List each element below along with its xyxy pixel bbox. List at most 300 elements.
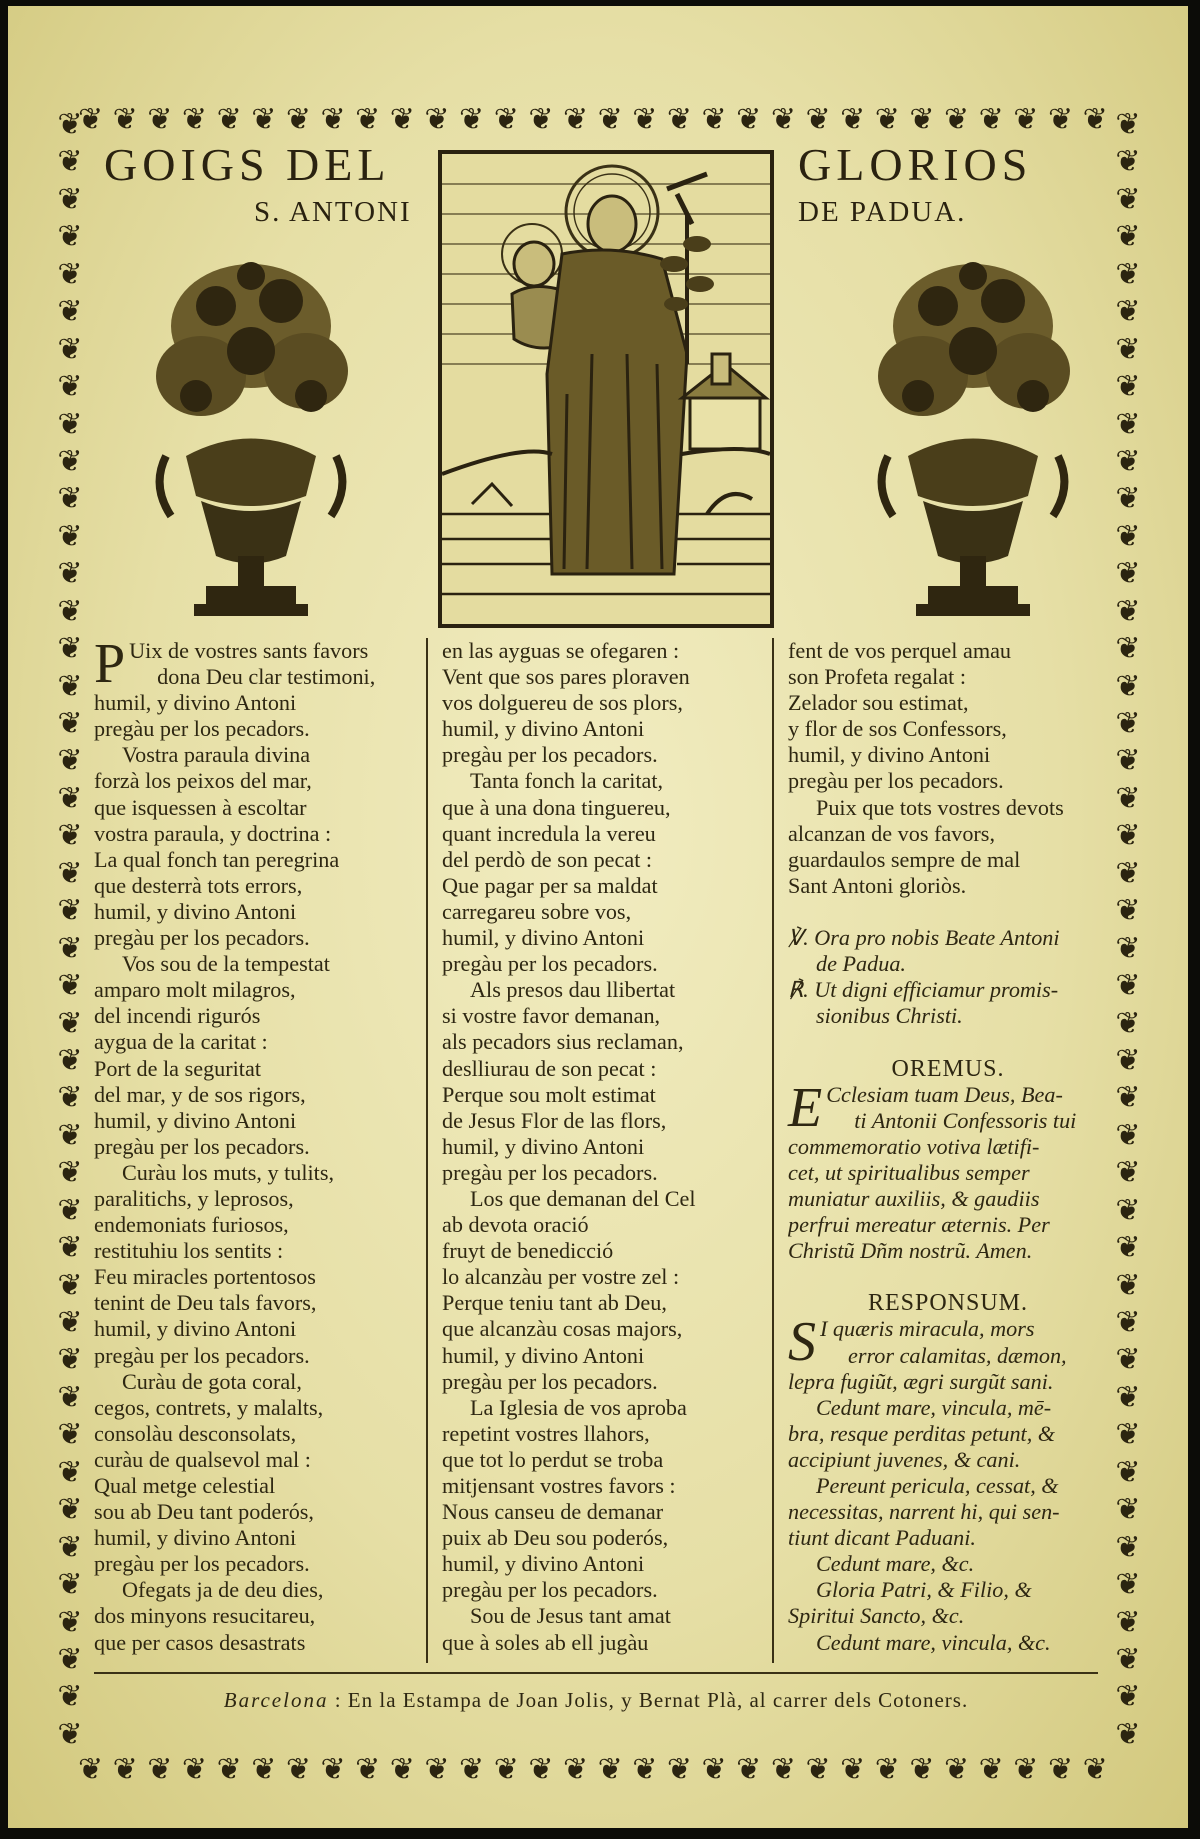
verse-line bbox=[94, 925, 444, 951]
fleuron-ornament: ❦ bbox=[147, 103, 173, 136]
verse-line-text: Cclesiam tuam Deus, Bea- bbox=[826, 1081, 1063, 1107]
verse-line-text: accipiunt juvenes, & cani. bbox=[788, 1446, 1021, 1472]
fleuron-ornament: ❦ bbox=[57, 1118, 83, 1152]
verse-line-text: Nous canseu de demanar bbox=[442, 1499, 664, 1525]
verse-column-3 bbox=[788, 638, 1108, 1656]
verse-line-text: ℟. Ut digni efficiamur promis- bbox=[788, 977, 1059, 1003]
verse-line-text: pregàu per los pecadors. bbox=[94, 1342, 310, 1368]
column-divider-2 bbox=[772, 638, 774, 1663]
verse-line bbox=[94, 1290, 444, 1316]
fleuron-ornament: ❦ bbox=[57, 370, 83, 404]
fleuron-ornament: ❦ bbox=[1115, 1343, 1141, 1377]
fleuron-ornament: ❦ bbox=[874, 103, 900, 136]
fleuron-ornament: ❦ bbox=[597, 1753, 623, 1786]
fleuron-ornament: ❦ bbox=[1115, 1568, 1141, 1602]
imprint-rule bbox=[94, 1672, 1098, 1674]
verse-line-text: forzà los peixos del mar, bbox=[94, 768, 312, 794]
verse-line bbox=[788, 1421, 1108, 1447]
verse-line-text: del mar, y de sos rigors, bbox=[94, 1081, 306, 1107]
verse-column-1 bbox=[94, 633, 444, 1656]
fleuron-ornament: ❦ bbox=[216, 103, 242, 136]
fleuron-ornament: ❦ bbox=[1115, 1268, 1141, 1302]
verse-line-text: Perque teniu tant ab Deu, bbox=[442, 1290, 667, 1316]
verse-line-text: Sou de Jesus tant amat bbox=[470, 1603, 671, 1629]
verse-line bbox=[94, 1082, 444, 1108]
fleuron-ornament: ❦ bbox=[57, 1380, 83, 1414]
verse-line-text: Curàu de gota coral, bbox=[122, 1368, 302, 1394]
verse-line bbox=[94, 1316, 444, 1342]
drop-cap: E bbox=[788, 1076, 823, 1139]
fleuron-ornament: ❦ bbox=[459, 103, 485, 136]
bottom-ornament-border bbox=[78, 1750, 1108, 1790]
verse-line-text: I quæris miracula, mors bbox=[820, 1316, 1035, 1342]
verse-line-text: consolàu desconsolats, bbox=[94, 1420, 297, 1446]
fleuron-ornament: ❦ bbox=[57, 1193, 83, 1227]
fleuron-ornament: ❦ bbox=[1115, 482, 1141, 516]
fleuron-ornament: ❦ bbox=[1013, 103, 1039, 136]
verse-line bbox=[94, 1264, 444, 1290]
fleuron-ornament: ❦ bbox=[1115, 1156, 1141, 1190]
verse-line bbox=[788, 1577, 1108, 1603]
verse-line-text: pregàu per los pecadors. bbox=[788, 768, 1004, 794]
fleuron-ornament: ❦ bbox=[57, 444, 83, 478]
verse-line bbox=[442, 847, 792, 873]
fleuron-ornament: ❦ bbox=[978, 103, 1004, 136]
verse-line bbox=[94, 821, 444, 847]
verse-line-text: error calamitas, dæmon, bbox=[848, 1342, 1067, 1368]
fleuron-ornament: ❦ bbox=[57, 1680, 83, 1714]
fleuron-ornament: ❦ bbox=[320, 103, 346, 136]
verse-line bbox=[788, 1630, 1108, 1656]
verse-line-text: Vent que sos pares ploraven bbox=[442, 664, 690, 690]
verse-line-text: en las ayguas se ofegaren : bbox=[442, 638, 680, 663]
verse-line bbox=[788, 1134, 1108, 1160]
verse-line bbox=[442, 1186, 792, 1212]
title-left: GOIGS DEL bbox=[104, 139, 391, 190]
imprint-text: : En la Estampa de Joan Jolis, y Bernat Plà, al carrer dels Cotoners. bbox=[334, 1688, 969, 1712]
verse-line-text: Vostra paraula divina bbox=[122, 742, 311, 768]
verse-line bbox=[94, 1551, 444, 1577]
fleuron-ornament: ❦ bbox=[1115, 894, 1141, 928]
verse-line bbox=[788, 1603, 1108, 1629]
fleuron-ornament: ❦ bbox=[57, 1605, 83, 1639]
verse-line bbox=[442, 977, 792, 1003]
fleuron-ornament: ❦ bbox=[251, 1753, 277, 1786]
fleuron-ornament: ❦ bbox=[57, 856, 83, 890]
fleuron-ornament: ❦ bbox=[57, 1268, 83, 1302]
verse-line bbox=[442, 1343, 792, 1369]
fleuron-ornament: ❦ bbox=[1115, 557, 1141, 591]
verse-line bbox=[442, 1003, 792, 1029]
fleuron-ornament: ❦ bbox=[1115, 1605, 1141, 1639]
fleuron-ornament: ❦ bbox=[562, 1753, 589, 1786]
verse-line bbox=[442, 1134, 792, 1160]
verse-line-text: restituhiu los sentits : bbox=[94, 1238, 284, 1264]
verse-line bbox=[442, 1421, 792, 1447]
verse-line bbox=[788, 716, 1108, 742]
verse-line-text: humil, y divino Antoni bbox=[94, 1107, 297, 1133]
verse-line-text: pregàu per los pecadors. bbox=[442, 951, 658, 977]
verse-line bbox=[442, 1029, 792, 1055]
verse-line bbox=[442, 1603, 792, 1629]
verse-line bbox=[442, 768, 792, 794]
verse-line bbox=[442, 951, 792, 977]
fleuron-ornament: ❦ bbox=[57, 557, 83, 591]
verse-line-text: puix ab Deu sou poderós, bbox=[442, 1525, 669, 1551]
fleuron-ornament: ❦ bbox=[1115, 1493, 1141, 1527]
verse-line-text: ℣. Ora pro nobis Beate Antoni bbox=[788, 925, 1060, 951]
verse-line bbox=[788, 1290, 1108, 1316]
verse-line bbox=[94, 690, 444, 716]
fleuron-ornament: ❦ bbox=[1115, 332, 1141, 366]
verse-line-text: pregàu per los pecadors. bbox=[94, 1133, 310, 1159]
fleuron-ornament: ❦ bbox=[57, 1081, 83, 1115]
left-ornament-border bbox=[50, 110, 90, 1750]
verse-line-text: tiunt dicant Paduani. bbox=[788, 1525, 976, 1551]
fleuron-ornament: ❦ bbox=[57, 1455, 83, 1489]
verse-line-text: Port de la seguritat bbox=[94, 1055, 261, 1081]
verse-line bbox=[94, 1499, 444, 1525]
verse-line-text: Puix que tots vostres devots bbox=[816, 794, 1064, 820]
fleuron-ornament: ❦ bbox=[57, 332, 83, 366]
verse-line-text: Sant Antoni gloriòs. bbox=[788, 872, 967, 898]
verse-line bbox=[788, 1395, 1108, 1421]
verse-line bbox=[442, 1160, 792, 1186]
verse-line bbox=[442, 1447, 792, 1473]
fleuron-ornament: ❦ bbox=[57, 519, 83, 553]
verse-line bbox=[826, 1108, 1108, 1134]
verse-line-text: sou ab Deu tant poderós, bbox=[94, 1499, 314, 1525]
verse-line-text: ab devota oració bbox=[442, 1212, 589, 1238]
verse-line bbox=[442, 821, 792, 847]
verse-line-text: lepra fugiũt, ægri surgũt sani. bbox=[788, 1368, 1054, 1394]
verse-line-text: sionibus Christi. bbox=[816, 1003, 963, 1029]
verse-line-text: del incendi rigurós bbox=[94, 1003, 261, 1029]
fleuron-ornament: ❦ bbox=[57, 220, 83, 254]
fleuron-ornament: ❦ bbox=[57, 1568, 83, 1602]
fleuron-ornament: ❦ bbox=[57, 632, 83, 666]
saint-anthony-woodcut-illustration bbox=[438, 150, 774, 628]
verse-line bbox=[94, 1603, 444, 1629]
verse-line bbox=[442, 1499, 792, 1525]
verse-line-text: que alcanzàu cosas majors, bbox=[442, 1316, 683, 1342]
verse-line-text: cegos, contrets, y malalts, bbox=[94, 1394, 324, 1420]
fleuron-ornament: ❦ bbox=[736, 1753, 762, 1786]
fleuron-ornament: ❦ bbox=[1115, 1380, 1141, 1414]
drop-cap: S bbox=[788, 1311, 816, 1374]
fleuron-ornament: ❦ bbox=[978, 1753, 1004, 1786]
fleuron-ornament: ❦ bbox=[57, 594, 83, 628]
verse-line-text: La Iglesia de vos aproba bbox=[470, 1394, 687, 1420]
verse-line bbox=[788, 847, 1108, 873]
fleuron-ornament: ❦ bbox=[944, 103, 970, 136]
verse-line-text: de Padua. bbox=[816, 951, 906, 977]
verse-line-text: curàu de qualsevol mal : bbox=[94, 1446, 311, 1472]
verse-line-text: pregàu per los pecadors. bbox=[94, 925, 310, 951]
verse-line-text: del perdò de son pecat : bbox=[442, 846, 653, 872]
verse-line-text: La qual fonch tan peregrina bbox=[94, 846, 340, 872]
verse-line-text: Tanta fonch la caritat, bbox=[470, 768, 664, 794]
verse-line bbox=[788, 1212, 1108, 1238]
verse-line bbox=[94, 716, 444, 742]
fleuron-ornament: ❦ bbox=[320, 1753, 346, 1786]
fleuron-ornament: ❦ bbox=[1115, 1642, 1141, 1676]
verse-line-text: bra, resque perditas petunt, & bbox=[788, 1420, 1056, 1446]
verse-line bbox=[94, 1212, 444, 1238]
verse-line-text: son Profeta regalat : bbox=[788, 664, 967, 690]
fleuron-ornament: ❦ bbox=[701, 103, 727, 136]
fleuron-ornament: ❦ bbox=[57, 781, 83, 815]
verse-line bbox=[94, 1369, 444, 1395]
fleuron-ornament: ❦ bbox=[1115, 1306, 1141, 1339]
fleuron-ornament: ❦ bbox=[632, 1753, 658, 1786]
verse-line bbox=[442, 1056, 792, 1082]
verse-line-text: pregàu per los pecadors. bbox=[442, 742, 658, 768]
fleuron-ornament: ❦ bbox=[459, 1753, 485, 1786]
verse-column-2 bbox=[442, 638, 792, 1656]
fleuron-ornament: ❦ bbox=[1115, 931, 1141, 965]
verse-line-text: que à una dona tinguereu, bbox=[442, 794, 671, 820]
fleuron-ornament: ❦ bbox=[1115, 145, 1141, 179]
fleuron-ornament: ❦ bbox=[78, 1753, 104, 1786]
verse-line bbox=[94, 1525, 444, 1551]
verse-line bbox=[94, 1003, 444, 1029]
verse-line bbox=[442, 1264, 792, 1290]
verse-line-text: paralitichs, y leprosos, bbox=[94, 1185, 294, 1211]
subtitle-left: S. ANTONI bbox=[254, 196, 412, 228]
verse-line-text: als pecadors sius reclaman, bbox=[442, 1029, 684, 1055]
fleuron-ornament: ❦ bbox=[1115, 1193, 1141, 1227]
verse-line-text: Los que demanan del Cel bbox=[470, 1185, 696, 1211]
verse-line-text: si vostre favor demanan, bbox=[442, 1003, 661, 1029]
fleuron-ornament: ❦ bbox=[1082, 1753, 1108, 1786]
fleuron-ornament: ❦ bbox=[909, 1753, 935, 1786]
verse-line-text: pregàu per los pecadors. bbox=[442, 1159, 658, 1185]
fleuron-ornament: ❦ bbox=[57, 1343, 83, 1377]
fleuron-ornament: ❦ bbox=[78, 103, 104, 136]
fleuron-ornament: ❦ bbox=[1115, 632, 1141, 666]
fleuron-ornament: ❦ bbox=[805, 1753, 831, 1786]
verse-line bbox=[94, 795, 444, 821]
top-ornament-border bbox=[78, 100, 1108, 140]
fleuron-ornament: ❦ bbox=[1115, 110, 1141, 141]
fleuron-ornament: ❦ bbox=[840, 1753, 866, 1786]
verse-line-text: Gloria Patri, & Filio, & bbox=[816, 1577, 1032, 1603]
fleuron-ornament: ❦ bbox=[1115, 1680, 1141, 1714]
verse-line-text: pregàu per los pecadors. bbox=[442, 1368, 658, 1394]
verse-line bbox=[788, 1264, 1108, 1290]
verse-line bbox=[788, 873, 1108, 899]
fleuron-ornament: ❦ bbox=[57, 182, 83, 216]
verse-line bbox=[442, 1238, 792, 1264]
verse-line bbox=[788, 1499, 1108, 1525]
verse-line-text: y flor de sos Confessors, bbox=[788, 716, 1007, 742]
verse-line-text: vostra paraula, y doctrina : bbox=[94, 820, 332, 846]
fleuron-ornament: ❦ bbox=[389, 103, 415, 136]
verse-line bbox=[442, 1082, 792, 1108]
fleuron-ornament: ❦ bbox=[57, 1231, 83, 1265]
verse-line bbox=[788, 664, 1108, 690]
fleuron-ornament: ❦ bbox=[666, 103, 693, 136]
fleuron-ornament: ❦ bbox=[909, 103, 935, 136]
fleuron-ornament: ❦ bbox=[147, 1753, 173, 1786]
fleuron-ornament: ❦ bbox=[1115, 1231, 1141, 1265]
verse-line-text: Vos sou de la tempestat bbox=[122, 951, 330, 977]
verse-line bbox=[788, 1056, 1108, 1082]
verse-line bbox=[94, 1343, 444, 1369]
fleuron-ornament: ❦ bbox=[285, 1753, 311, 1786]
verse-line bbox=[94, 1577, 444, 1603]
fleuron-ornament: ❦ bbox=[1115, 1006, 1141, 1040]
verse-line-text: humil, y divino Antoni bbox=[442, 1133, 645, 1159]
fleuron-ornament: ❦ bbox=[57, 1156, 83, 1190]
fleuron-ornament: ❦ bbox=[874, 1753, 900, 1786]
verse-line-text: humil, y divino Antoni bbox=[442, 716, 645, 742]
verse-line bbox=[94, 1056, 444, 1082]
verse-line bbox=[788, 951, 1108, 977]
fleuron-ornament: ❦ bbox=[528, 1753, 554, 1786]
verse-line-text: guardaulos sempre de mal bbox=[788, 846, 1021, 872]
fleuron-ornament: ❦ bbox=[57, 1006, 83, 1040]
verse-line bbox=[788, 1029, 1108, 1055]
fleuron-ornament: ❦ bbox=[57, 145, 83, 179]
verse-line-text: tenint de Deu tals favors, bbox=[94, 1290, 317, 1316]
fleuron-ornament: ❦ bbox=[1115, 819, 1141, 853]
verse-line-text: perfrui mereatur æternis. Per bbox=[788, 1212, 1050, 1238]
verse-line-text: humil, y divino Antoni bbox=[788, 742, 991, 768]
verse-line-text: Qual metge celestial bbox=[94, 1473, 276, 1498]
fleuron-ornament: ❦ bbox=[57, 1717, 83, 1750]
fleuron-ornament: ❦ bbox=[562, 103, 589, 136]
fleuron-ornament: ❦ bbox=[1115, 1043, 1141, 1077]
fleuron-ornament: ❦ bbox=[216, 1753, 242, 1786]
fleuron-ornament: ❦ bbox=[528, 103, 554, 136]
verse-line-text: alcanzan de vos favors, bbox=[788, 820, 995, 846]
imprint-city: Barcelona bbox=[223, 1688, 329, 1712]
verse-line bbox=[788, 638, 1108, 664]
verse-line bbox=[94, 1421, 444, 1447]
fleuron-ornament: ❦ bbox=[666, 1753, 693, 1786]
verse-line-text: que isquessen à escoltar bbox=[94, 794, 307, 820]
verse-line bbox=[94, 1029, 444, 1055]
verse-line bbox=[788, 795, 1108, 821]
subtitle-right: DE PADUA. bbox=[798, 196, 967, 228]
fleuron-ornament: ❦ bbox=[57, 295, 83, 329]
verse-line-text: Perque sou molt estimat bbox=[442, 1081, 656, 1107]
fleuron-ornament: ❦ bbox=[355, 1753, 381, 1786]
fleuron-ornament: ❦ bbox=[1115, 669, 1141, 703]
verse-line bbox=[94, 1238, 444, 1264]
verse-line bbox=[820, 1343, 1108, 1369]
fleuron-ornament: ❦ bbox=[1047, 1753, 1074, 1786]
verse-line-text: Cedunt mare, vincula, &c. bbox=[816, 1629, 1051, 1655]
fleuron-ornament: ❦ bbox=[1115, 1717, 1141, 1750]
verse-line-text: Zelador sou estimat, bbox=[788, 690, 969, 716]
fleuron-ornament: ❦ bbox=[805, 103, 831, 136]
verse-line-text: endemoniats furiosos, bbox=[94, 1212, 289, 1238]
verse-line bbox=[788, 1551, 1108, 1577]
verse-line-text: humil, y divino Antoni bbox=[442, 925, 645, 951]
verse-line-text: repetint vostres llahors, bbox=[442, 1420, 650, 1446]
fleuron-ornament: ❦ bbox=[770, 1753, 796, 1786]
fleuron-ornament: ❦ bbox=[493, 1753, 519, 1786]
verse-line bbox=[788, 1160, 1108, 1186]
verse-line bbox=[94, 1186, 444, 1212]
fleuron-ornament: ❦ bbox=[57, 1493, 83, 1527]
verse-line-text: muniatur auxiliis, & gaudiis bbox=[788, 1185, 1040, 1211]
verse-line-text: que à soles ab ell jugàu bbox=[442, 1629, 649, 1655]
verse-line bbox=[788, 690, 1108, 716]
verse-line bbox=[788, 1447, 1108, 1473]
verse-line-text: humil, y divino Antoni bbox=[442, 1551, 645, 1577]
verse-line-text: RESPONSUM. bbox=[867, 1290, 1029, 1317]
verse-line bbox=[788, 821, 1108, 847]
verse-line bbox=[94, 977, 444, 1003]
fleuron-ornament: ❦ bbox=[57, 407, 83, 441]
verse-line bbox=[442, 1551, 792, 1577]
fleuron-ornament: ❦ bbox=[112, 1753, 138, 1786]
fleuron-ornament: ❦ bbox=[1115, 370, 1141, 404]
fleuron-ornament: ❦ bbox=[1115, 856, 1141, 890]
verse-line bbox=[788, 1003, 1108, 1029]
fleuron-ornament: ❦ bbox=[355, 103, 381, 136]
fleuron-ornament: ❦ bbox=[57, 819, 83, 853]
verse-line bbox=[788, 1369, 1108, 1395]
verse-line-text: aygua de la caritat : bbox=[94, 1029, 268, 1055]
verse-line bbox=[788, 768, 1108, 794]
fleuron-ornament: ❦ bbox=[57, 1306, 83, 1339]
verse-line-text: que tot lo perdut se troba bbox=[442, 1446, 664, 1472]
verse-line bbox=[442, 716, 792, 742]
verse-line-text: Cedunt mare, vincula, mē- bbox=[816, 1394, 1052, 1420]
verse-line bbox=[442, 742, 792, 768]
verse-line-text: lo alcanzàu per vostre zel : bbox=[442, 1264, 680, 1290]
verse-line bbox=[442, 1290, 792, 1316]
verse-line bbox=[788, 899, 1108, 925]
verse-line-text: humil, y divino Antoni bbox=[94, 1525, 297, 1551]
fleuron-ornament: ❦ bbox=[1115, 182, 1141, 216]
fleuron-ornament: ❦ bbox=[701, 1753, 727, 1786]
fleuron-ornament: ❦ bbox=[493, 103, 519, 136]
fleuron-ornament: ❦ bbox=[389, 1753, 415, 1786]
fleuron-ornament: ❦ bbox=[1115, 257, 1141, 291]
fleuron-ornament: ❦ bbox=[181, 1753, 208, 1786]
verse-line bbox=[442, 1212, 792, 1238]
fleuron-ornament: ❦ bbox=[840, 103, 866, 136]
verse-line-text: dona Deu clar testimoni, bbox=[157, 664, 376, 690]
verse-line bbox=[442, 690, 792, 716]
verse-line-text: fruyt de benedicció bbox=[442, 1238, 614, 1264]
fleuron-ornament: ❦ bbox=[57, 894, 83, 928]
fleuron-ornament: ❦ bbox=[1115, 744, 1141, 778]
fleuron-ornament: ❦ bbox=[57, 1043, 83, 1077]
fleuron-ornament: ❦ bbox=[1115, 407, 1141, 441]
fleuron-ornament: ❦ bbox=[1115, 707, 1141, 740]
verse-line-text: humil, y divino Antoni bbox=[94, 690, 297, 716]
fleuron-ornament: ❦ bbox=[1047, 103, 1074, 136]
verse-line bbox=[442, 795, 792, 821]
verse-line bbox=[94, 873, 444, 899]
fleuron-ornament: ❦ bbox=[1115, 1081, 1141, 1115]
verse-line-text: pregàu per los pecadors. bbox=[442, 1577, 658, 1603]
verse-line-text: Que pagar per sa maldat bbox=[442, 872, 658, 898]
fleuron-ornament: ❦ bbox=[112, 103, 138, 136]
verse-line-text: humil, y divino Antoni bbox=[94, 1316, 297, 1342]
verse-line bbox=[442, 1108, 792, 1134]
fleuron-ornament: ❦ bbox=[597, 103, 623, 136]
verse-line-text: fent de vos perquel amau bbox=[788, 638, 1012, 663]
fleuron-ornament: ❦ bbox=[1082, 103, 1108, 136]
